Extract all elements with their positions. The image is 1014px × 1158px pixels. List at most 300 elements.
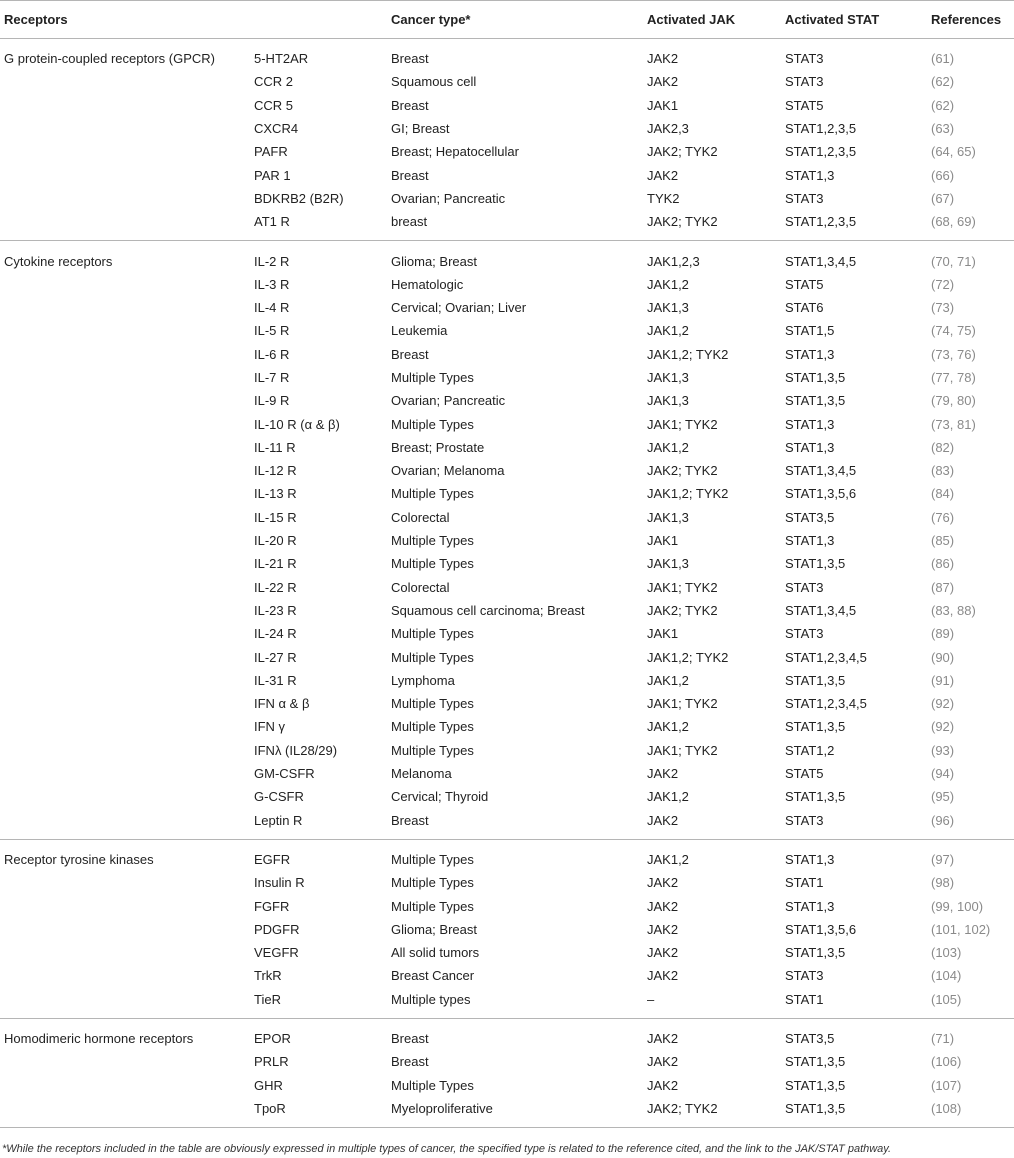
stat-cell: STAT1,3: [785, 416, 835, 432]
jak-cell: JAK1,2: [647, 439, 689, 455]
cancer-type-cell: Multiple Types: [391, 875, 474, 891]
reference-cell: (73, 81): [931, 416, 976, 432]
receptor-cell: IL-31 R: [254, 672, 297, 688]
jak-cell: JAK2: [647, 945, 679, 961]
jak-cell: JAK1; TYK2: [647, 579, 718, 595]
receptor-group-cell: [0, 70, 250, 93]
cancer-type-cell: All solid tumors: [391, 945, 480, 961]
stat-cell: STAT3,5: [785, 509, 835, 525]
cancer-type-cell: Ovarian; Pancreatic: [391, 190, 506, 206]
jak-cell: JAK2: [647, 766, 679, 782]
table-row: [0, 140, 1014, 163]
table-row: [0, 1097, 1014, 1128]
header-cancer-type: Cancer type*: [387, 1, 643, 39]
receptor-cell: CXCR4: [254, 121, 299, 137]
jak-cell: JAK1,3: [647, 509, 689, 525]
receptor-cell: EGFR: [254, 851, 291, 867]
reference-cell: (62): [931, 97, 955, 113]
reference-cell: (82): [931, 439, 955, 455]
stat-cell: STAT1,3,5: [785, 719, 846, 735]
receptor-cell: GHR: [254, 1077, 283, 1093]
jak-cell: JAK1,3: [647, 556, 689, 572]
table-row: [0, 739, 1014, 762]
cancer-type-cell: breast: [387, 210, 643, 241]
reference-cell: (68, 69): [927, 210, 1014, 241]
stat-cell: STAT1,5: [785, 323, 835, 339]
stat-cell: STAT5: [785, 97, 824, 113]
receptor-cell: IL-13 R: [254, 486, 297, 502]
jak-cell: JAK1: [647, 626, 679, 642]
jak-cell: JAK2: [647, 1054, 679, 1070]
jak-cell: JAK1,3: [647, 300, 689, 316]
stat-cell: STAT3: [785, 190, 824, 206]
cancer-type-cell: Multiple Types: [391, 416, 474, 432]
receptor-cell: IL-11 R: [254, 439, 296, 455]
reference-cell: (107): [931, 1077, 962, 1093]
reference-cell: (101, 102): [931, 921, 991, 937]
receptor-cell: PDGFR: [254, 921, 300, 937]
reference-cell: (87): [931, 579, 955, 595]
stat-cell: STAT6: [785, 300, 824, 316]
receptor-group-cell: [0, 645, 250, 668]
table-row: [0, 1073, 1014, 1096]
receptor-group-cell: [0, 785, 250, 808]
stat-cell: STAT1: [785, 875, 824, 891]
receptor-group-cell: [0, 273, 250, 296]
receptor-group-cell: [0, 436, 250, 459]
footnote: *While the receptors included in the table are obviously expressed in multiple types of cancer, the specified type is related to the reference cited, and the link to the JAK/STAT pathway.: [2, 1143, 892, 1155]
jak-cell: JAK1,2: [647, 323, 689, 339]
stat-cell: STAT1,3: [785, 439, 835, 455]
receptor-cell: Insulin R: [254, 875, 305, 891]
receptor-group-cell: [0, 871, 250, 894]
stat-cell: STAT1,3,4,5: [785, 463, 857, 479]
table-row: [0, 552, 1014, 575]
stat-cell: STAT1,2,3,4,5: [785, 649, 867, 665]
receptor-group-cell: Cytokine receptors: [4, 253, 113, 269]
receptor-group-cell: [0, 366, 250, 389]
receptor-group-cell: [0, 140, 250, 163]
header-receptors: Receptors: [0, 1, 250, 39]
stat-cell: STAT1,3,5: [785, 556, 846, 572]
jak-cell: JAK1,2; TYK2: [647, 346, 729, 362]
receptor-group-cell: [0, 669, 250, 692]
receptor-cell: CCR 5: [254, 97, 294, 113]
receptor-cell: IL-24 R: [254, 626, 297, 642]
cancer-type-cell: Multiple Types: [391, 370, 474, 385]
reference-cell: (73): [931, 300, 955, 316]
table-row: [0, 319, 1014, 342]
reference-cell: (92): [931, 696, 955, 712]
receptor-group-cell: [0, 187, 250, 210]
reference-cell: (106): [931, 1054, 962, 1070]
jak-cell: JAK1,2: [647, 276, 689, 292]
receptor-group-cell: [0, 296, 250, 319]
stat-cell: STAT1,3,5: [785, 1077, 846, 1093]
table-row: [0, 459, 1014, 482]
cancer-type-cell: Colorectal: [391, 509, 450, 525]
receptor-group-cell: [0, 599, 250, 622]
receptor-cell: PRLR: [254, 1054, 289, 1070]
cancer-type-cell: Multiple Types: [391, 556, 474, 572]
cancer-type-cell: Multiple Types: [391, 626, 474, 642]
receptor-cell: IL-6 R: [254, 346, 290, 362]
receptor-group-cell: [0, 576, 250, 599]
cancer-type-cell: Breast: [391, 167, 429, 183]
receptor-cell: TrkR: [254, 968, 282, 984]
receptor-group-cell: [0, 692, 250, 715]
table-row: [0, 692, 1014, 715]
cancer-type-cell: Multiple Types: [391, 719, 474, 735]
stat-cell: STAT1,2: [785, 742, 835, 758]
table-row: [0, 117, 1014, 140]
table-row: [0, 669, 1014, 692]
receptor-cell: IL-9 R: [254, 393, 290, 409]
receptor-cell: VEGFR: [254, 945, 299, 961]
reference-cell: (93): [931, 742, 955, 758]
table-row: [0, 273, 1014, 296]
cancer-type-cell: Multiple types: [387, 988, 643, 1019]
jak-cell: JAK2; TYK2: [643, 1097, 781, 1128]
jak-cell: JAK1,2: [647, 672, 689, 688]
receptor-group-cell: Homodimeric hormone receptors: [4, 1031, 194, 1047]
table-row: [0, 622, 1014, 645]
table-row: [0, 576, 1014, 599]
stat-cell: STAT1,2,3,5: [785, 121, 857, 137]
table-row: [0, 715, 1014, 738]
receptor-group-cell: [0, 482, 250, 505]
reference-cell: (103): [931, 945, 962, 961]
table-row: [0, 645, 1014, 668]
table-row: [0, 1050, 1014, 1073]
receptor-cell: IFN α & β: [254, 696, 310, 712]
cancer-type-cell: Ovarian; Melanoma: [391, 463, 505, 479]
cancer-type-cell: Multiple Types: [391, 649, 474, 665]
table-row: [0, 988, 1014, 1019]
receptor-group-cell: [0, 117, 250, 140]
receptor-group-cell: [0, 622, 250, 645]
cancer-type-cell: GI; Breast: [391, 121, 450, 137]
table-row: [0, 762, 1014, 785]
cancer-type-cell: Multiple Types: [391, 696, 474, 712]
table-row: [0, 894, 1014, 917]
table-row: [0, 39, 1014, 71]
reference-cell: (108): [927, 1097, 1014, 1128]
receptor-group-cell: [0, 894, 250, 917]
receptor-group-cell: [0, 319, 250, 342]
receptor-cell: PAR 1: [254, 167, 291, 183]
jak-cell: JAK1,2: [647, 851, 689, 867]
jak-cell: JAK2; TYK2: [647, 602, 718, 618]
reference-cell: (61): [931, 51, 955, 67]
header-activated-jak: Activated JAK: [643, 1, 781, 39]
receptor-cell: IL-21 R: [254, 556, 297, 572]
table-row: [0, 506, 1014, 529]
reference-cell: (86): [931, 556, 955, 572]
stat-cell: STAT1: [781, 988, 927, 1019]
jak-cell: JAK2: [647, 921, 679, 937]
stat-cell: STAT1,3,5: [785, 370, 846, 385]
reference-cell: (97): [931, 851, 955, 867]
receptor-cell: 5-HT2AR: [254, 51, 309, 67]
stat-cell: STAT1,2,3,4,5: [785, 696, 867, 712]
receptor-group-cell: [0, 343, 250, 366]
receptor-group-cell: [0, 762, 250, 785]
receptor-group-cell: [0, 552, 250, 575]
stat-cell: STAT1,3,5: [785, 672, 846, 688]
table-body: [0, 39, 1014, 1128]
jak-cell: JAK1: [647, 533, 679, 549]
cancer-type-cell: Cervical; Ovarian; Liver: [391, 300, 527, 316]
receptor-cell: IL-15 R: [254, 509, 297, 525]
stat-cell: STAT1,3,5: [781, 1097, 927, 1128]
stat-cell: STAT1,3,5: [785, 945, 846, 961]
receptor-cell: IFNλ (IL28/29): [254, 742, 338, 758]
cancer-type-cell: Breast: [391, 1031, 429, 1047]
cancer-type-cell: Myeloproliferative: [387, 1097, 643, 1128]
stat-cell: STAT1,3: [785, 533, 835, 549]
receptor-group-cell: [0, 389, 250, 412]
receptor-cell: BDKRB2 (B2R): [254, 190, 344, 206]
jak-cell: JAK2: [647, 968, 679, 984]
cancer-type-cell: Breast Cancer: [391, 968, 475, 984]
table-row: [0, 343, 1014, 366]
reference-cell: (67): [931, 190, 955, 206]
receptor-group-cell: [0, 739, 250, 762]
reference-cell: (91): [931, 672, 955, 688]
stat-cell: STAT5: [785, 766, 824, 782]
receptor-group-cell: [0, 715, 250, 738]
jak-cell: JAK1,2; TYK2: [647, 486, 729, 502]
cancer-type-cell: Ovarian; Pancreatic: [391, 393, 506, 409]
receptor-group-cell: [0, 94, 250, 117]
receptor-group-cell: [0, 506, 250, 529]
reference-cell: (90): [931, 649, 955, 665]
cancer-type-cell: Multiple Types: [391, 1077, 474, 1093]
reference-cell: (63): [931, 121, 955, 137]
cancer-type-cell: Squamous cell: [391, 74, 477, 90]
receptor-cell: AT1 R: [250, 210, 387, 241]
stat-cell: STAT3: [781, 809, 927, 840]
receptor-cell: IL-12 R: [254, 463, 297, 479]
cancer-type-cell: Breast: [391, 97, 429, 113]
cancer-type-cell: Cervical; Thyroid: [391, 789, 489, 805]
header-receptor-name: [250, 1, 387, 39]
receptor-group-cell: [0, 809, 250, 840]
reference-cell: (94): [931, 766, 955, 782]
reference-cell: (77, 78): [931, 370, 976, 385]
reference-cell: (98): [931, 875, 955, 891]
stat-cell: STAT3: [785, 51, 824, 67]
receptor-cell: IL-7 R: [254, 370, 290, 385]
jak-cell: JAK2: [647, 1077, 679, 1093]
reference-cell: (84): [931, 486, 955, 502]
receptor-cell: IL-2 R: [254, 253, 290, 269]
stat-cell: STAT1,2,3,5: [785, 144, 857, 160]
jak-cell: JAK1,2; TYK2: [647, 649, 729, 665]
jak-cell: JAK2; TYK2: [647, 463, 718, 479]
receptor-group-cell: [0, 412, 250, 435]
reference-cell: (70, 71): [931, 253, 976, 269]
jak-cell: JAK1,3: [647, 370, 689, 385]
table-row: [0, 809, 1014, 840]
cancer-type-cell: Breast: [391, 1054, 429, 1070]
jak-cell: JAK1: [647, 97, 679, 113]
reference-cell: (96): [927, 809, 1014, 840]
stat-cell: STAT3: [785, 74, 824, 90]
cancer-type-cell: Leukemia: [391, 323, 448, 339]
jak-cell: JAK2; TYK2: [647, 144, 718, 160]
receptor-cell: G-CSFR: [254, 789, 304, 805]
stat-cell: STAT3: [785, 626, 824, 642]
receptor-group-cell: Receptor tyrosine kinases: [4, 851, 154, 867]
reference-cell: (83, 88): [931, 602, 976, 618]
receptor-cell: TpoR: [250, 1097, 387, 1128]
table-row: [0, 436, 1014, 459]
table-row: [0, 94, 1014, 117]
receptor-group-cell: [0, 964, 250, 987]
cancer-type-cell: Glioma; Breast: [391, 921, 477, 937]
cancer-type-cell: Glioma; Breast: [391, 253, 477, 269]
receptor-group-cell: [0, 941, 250, 964]
header-row: [0, 1, 1014, 39]
receptor-group-cell: G protein-coupled receptors (GPCR): [4, 51, 215, 67]
jak-cell: TYK2: [647, 190, 680, 206]
receptor-cell: TieR: [250, 988, 387, 1019]
reference-cell: (72): [931, 276, 955, 292]
jak-cell: JAK2: [647, 167, 679, 183]
reference-cell: (66): [931, 167, 955, 183]
table-row: [0, 187, 1014, 210]
cancer-type-cell: Breast: [391, 346, 429, 362]
cancer-type-cell: Breast: [391, 51, 429, 67]
receptor-cell: IL-22 R: [254, 579, 297, 595]
receptor-group-cell: [0, 988, 250, 1019]
table-row: [0, 482, 1014, 505]
stat-cell: STAT1,3: [785, 346, 835, 362]
stat-cell: STAT1,3,5: [785, 1054, 846, 1070]
jak-cell: JAK2: [647, 1031, 679, 1047]
cancer-type-cell: Breast; Prostate: [391, 439, 485, 455]
jak-cell: JAK2: [647, 74, 679, 90]
reference-cell: (73, 76): [931, 346, 976, 362]
reference-cell: (99, 100): [931, 898, 984, 914]
reference-cell: (92): [931, 719, 955, 735]
table-row: [0, 918, 1014, 941]
receptor-cell: IL-10 R (α & β): [254, 416, 340, 432]
jak-cell: JAK1; TYK2: [647, 696, 718, 712]
stat-cell: STAT1,3,4,5: [785, 602, 857, 618]
receptor-cell: CCR 2: [254, 74, 294, 90]
stat-cell: STAT3,5: [785, 1031, 835, 1047]
receptor-group-cell: [0, 1050, 250, 1073]
receptor-group-cell: [0, 459, 250, 482]
jak-cell: JAK1,2: [647, 719, 689, 735]
stat-cell: STAT1,3,5: [785, 393, 846, 409]
receptor-cell: EPOR: [254, 1031, 291, 1047]
jak-cell: JAK1,2: [647, 789, 689, 805]
table-row: [0, 366, 1014, 389]
reference-cell: (64, 65): [931, 144, 976, 160]
cancer-type-cell: Multiple Types: [391, 898, 474, 914]
receptor-cell: IL-4 R: [254, 300, 290, 316]
table-row: [0, 389, 1014, 412]
reference-cell: (79, 80): [931, 393, 976, 409]
header-activated-stat: Activated STAT: [781, 1, 927, 39]
stat-cell: STAT1,3: [785, 898, 835, 914]
receptor-cell: IL-5 R: [254, 323, 290, 339]
cancer-type-cell: Melanoma: [391, 766, 452, 782]
stat-cell: STAT1,3: [785, 851, 835, 867]
receptor-group-cell: [0, 1073, 250, 1096]
table-row: [0, 1018, 1014, 1050]
table-row: [0, 941, 1014, 964]
table-row: [0, 871, 1014, 894]
receptor-cell: IL-27 R: [254, 649, 297, 665]
cancer-type-cell: Multiple Types: [391, 533, 474, 549]
jak-cell: JAK1,3: [647, 393, 689, 409]
receptor-cell: FGFR: [254, 898, 290, 914]
jak-cell: JAK2: [647, 898, 679, 914]
table-row: [0, 964, 1014, 987]
receptor-group-cell: [0, 210, 250, 241]
receptor-group-cell: [0, 529, 250, 552]
receptor-cell: GM-CSFR: [254, 766, 315, 782]
table-row: [0, 296, 1014, 319]
stat-cell: STAT1,3,5,6: [785, 921, 857, 937]
receptor-group-cell: [0, 163, 250, 186]
receptor-cell: IL-20 R: [254, 533, 297, 549]
jak-cell: JAK2: [647, 51, 679, 67]
receptor-group-cell: [0, 918, 250, 941]
table-row: [0, 412, 1014, 435]
table-row: [0, 70, 1014, 93]
reference-cell: (89): [931, 626, 955, 642]
reference-cell: (104): [931, 968, 962, 984]
cancer-type-cell: Multiple Types: [391, 486, 474, 502]
stat-cell: STAT1,3,4,5: [785, 253, 857, 269]
receptor-group-cell: [0, 1097, 250, 1128]
reference-cell: (71): [931, 1031, 955, 1047]
reference-cell: (105): [927, 988, 1014, 1019]
stat-cell: STAT5: [785, 276, 824, 292]
jak-cell: JAK2; TYK2: [643, 210, 781, 241]
reference-cell: (95): [931, 789, 955, 805]
table-row: [0, 163, 1014, 186]
receptor-cell: PAFR: [254, 144, 288, 160]
table-row: [0, 599, 1014, 622]
reference-cell: (83): [931, 463, 955, 479]
cancer-type-cell: Lymphoma: [391, 672, 455, 688]
reference-cell: (62): [931, 74, 955, 90]
cancer-type-cell: Colorectal: [391, 579, 450, 595]
cancer-type-cell: Breast: [387, 809, 643, 840]
header-references: References: [927, 1, 1014, 39]
table-row: [0, 785, 1014, 808]
table-row: [0, 241, 1014, 273]
stat-cell: STAT1,3,5: [785, 789, 846, 805]
jak-cell: JAK1; TYK2: [647, 742, 718, 758]
stat-cell: STAT1,3: [785, 167, 835, 183]
receptor-cell: IL-23 R: [254, 602, 297, 618]
jak-cell: JAK2,3: [647, 121, 689, 137]
cancer-type-cell: Multiple Types: [391, 851, 474, 867]
jak-cell: JAK1,2,3: [647, 253, 700, 269]
reference-cell: (74, 75): [931, 323, 976, 339]
reference-cell: (85): [931, 533, 955, 549]
stat-cell: STAT3: [785, 579, 824, 595]
cancer-type-cell: Squamous cell carcinoma; Breast: [391, 602, 585, 618]
